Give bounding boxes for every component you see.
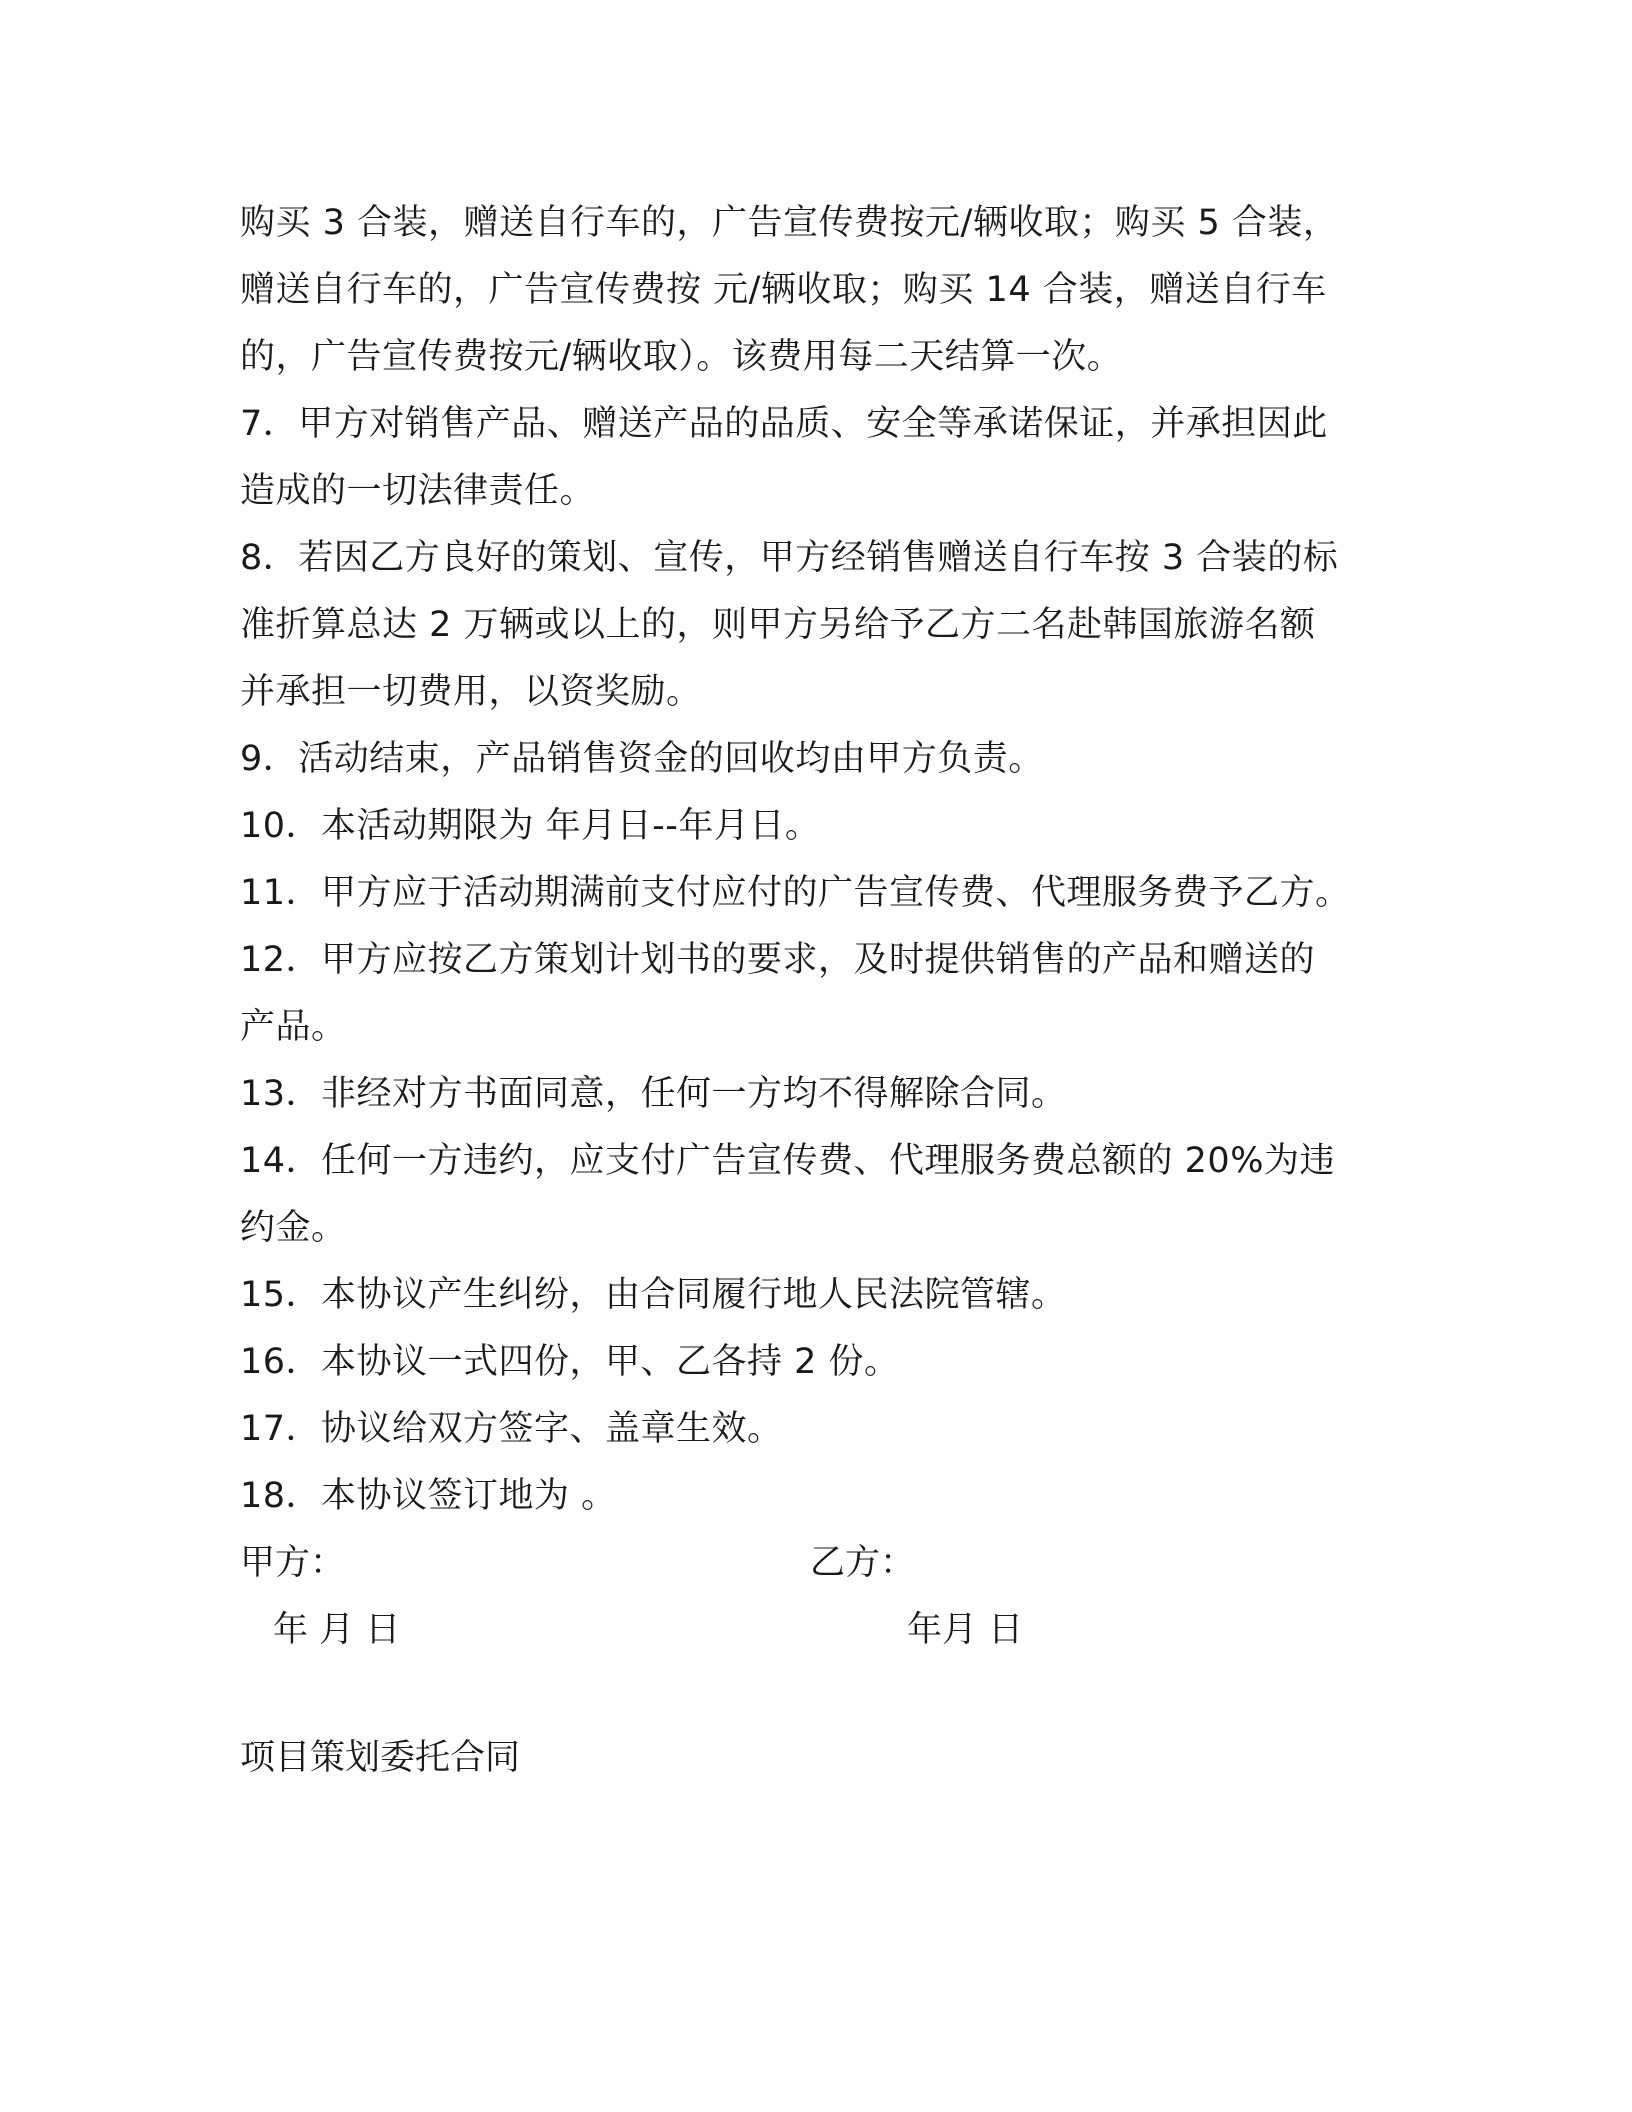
contract-body bbox=[240, 190, 1400, 1530]
text-line: 造成的一切法律责任。 bbox=[240, 471, 596, 511]
clause-12-line: 12．甲方应按乙方策划计划书的要求，及时提供销售的产品和赠送的 bbox=[240, 940, 1316, 980]
clause-17-line: 17．协议给双方签字、盖章生效。 bbox=[240, 1409, 783, 1449]
text-line: 准折算总达 2 万辆或以上的，则甲方另给予乙方二名赴韩国旅游名额 bbox=[240, 605, 1316, 645]
text-line: 并承担一切费用，以资奖励。 bbox=[240, 672, 702, 712]
party-b-label: 乙方： bbox=[810, 1543, 916, 1583]
clause-11-line: 11．甲方应于活动期满前支付应付的广告宣传费、代理服务费予乙方。 bbox=[240, 873, 1351, 913]
clause-8-line: 8．若因乙方良好的策划、宣传，甲方经销售赠送自行车按 3 合装的标 bbox=[240, 538, 1339, 578]
clause-18-line: 18．本协议签订地为 。 bbox=[240, 1476, 617, 1516]
text-line: 的，广告宣传费按元/辆收取）。该费用每二天结算一次。 bbox=[240, 337, 1123, 377]
clause-16-line: 16．本协议一式四份，甲、乙各持 2 份。 bbox=[240, 1342, 900, 1382]
clause-10-line: 10．本活动期限为 年月日--年月日。 bbox=[240, 806, 821, 846]
clause-9-line: 9．活动结束，产品销售资金的回收均由甲方负责。 bbox=[240, 739, 1044, 779]
clause-14-line: 14．任何一方违约，应支付广告宣传费、代理服务费总额的 20%为违 bbox=[240, 1141, 1335, 1181]
clause-13-line: 13．非经对方书面同意，任何一方均不得解除合同。 bbox=[240, 1074, 1067, 1114]
party-a-label: 甲方： bbox=[240, 1543, 346, 1583]
clause-7-line: 7．甲方对销售产品、赠送产品的品质、安全等承诺保证，并承担因此 bbox=[240, 404, 1328, 444]
party-a-date: 年 月 日 bbox=[273, 1610, 401, 1650]
text-line: 约金。 bbox=[240, 1208, 347, 1248]
text-line: 购买 3 合装，赠送自行车的，广告宣传费按元/辆收取；购买 5 合装， bbox=[240, 203, 1339, 243]
text-line: 赠送自行车的，广告宣传费按 元/辆收取；购买 14 合装，赠送自行车 bbox=[240, 270, 1327, 310]
clause-15-line: 15．本协议产生纠纷，由合同履行地人民法院管辖。 bbox=[240, 1275, 1067, 1315]
party-b-date: 年月 日 bbox=[907, 1610, 1024, 1650]
footer-title: 项目策划委托合同 bbox=[240, 1738, 521, 1778]
text-line: 产品。 bbox=[240, 1007, 347, 1047]
